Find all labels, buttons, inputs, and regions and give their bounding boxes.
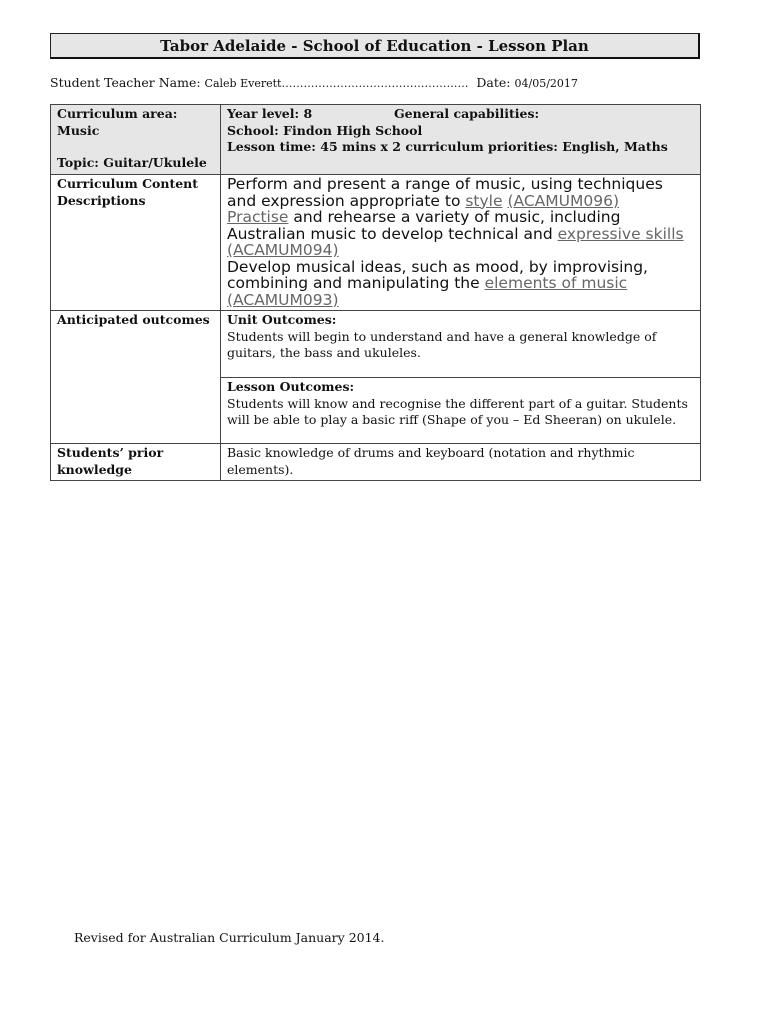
- school: School: Findon High School: [227, 122, 423, 138]
- elements-of-music-link[interactable]: elements of music: [484, 274, 628, 292]
- unit-outcomes-text: Students will begin to understand and have a general knowledge of guitars, the bass and ukuleles.: [227, 328, 657, 360]
- teacher-name-label: Student Teacher Name:: [50, 75, 201, 90]
- teacher-name-dots: ……………………………………………: [281, 77, 469, 90]
- practise-link[interactable]: Practise: [227, 208, 289, 226]
- content-description-2: Practise and rehearse a variety of music, including Australian music to develop technical and expressive skills (ACAMUM094): [227, 208, 684, 259]
- style-link[interactable]: style: [465, 191, 503, 210]
- prior-knowledge-text: Basic knowledge of drums and keyboard (notation and rhythmic elements).: [221, 444, 701, 481]
- date-value: 04/05/2017: [514, 77, 578, 90]
- year-level-cell: [221, 105, 701, 175]
- page-title: Tabor Adelaide - School of Education - Lesson Plan: [50, 33, 700, 59]
- table-row: [51, 105, 701, 175]
- content-description-3: Develop musical ideas, such as mood, by improvising, combining and manipulating the elements of music (ACAMUM093): [227, 257, 648, 309]
- table-row: [51, 175, 701, 311]
- lesson-outcomes: [221, 377, 700, 443]
- content-descriptions-label: Curriculum Content Descriptions: [51, 175, 221, 311]
- lesson-time: Lesson time: 45 mins x 2 curriculum priorities: English, Maths: [227, 139, 668, 154]
- table-row: [51, 311, 701, 444]
- footer-note: Revised for Australian Curriculum January 2014.: [74, 930, 385, 945]
- date-label: Date:: [476, 75, 511, 90]
- acamum096-link[interactable]: (ACAMUM096): [507, 191, 619, 210]
- outcomes-cell: [221, 311, 701, 444]
- acamum094-link[interactable]: (ACAMUM094): [227, 241, 339, 259]
- anticipated-outcomes-label: Anticipated outcomes: [51, 311, 221, 444]
- topic: Topic: Guitar/Ukulele: [57, 155, 207, 170]
- lesson-plan-table: [50, 104, 701, 481]
- curriculum-area-label: Curriculum area:: [57, 106, 178, 121]
- teacher-name-value: Caleb Everett: [204, 77, 282, 90]
- content-descriptions-cell: [221, 175, 701, 311]
- curriculum-area-value: Music: [57, 122, 100, 138]
- teacher-name-line: [50, 75, 578, 90]
- general-capabilities: General capabilities:: [394, 106, 540, 121]
- acamum093-link[interactable]: (ACAMUM093): [227, 290, 339, 309]
- expressive-skills-link[interactable]: expressive skills: [557, 224, 684, 243]
- lesson-outcomes-heading: Lesson Outcomes:: [227, 379, 355, 394]
- table-row: [51, 444, 701, 481]
- curriculum-area-cell: [51, 105, 221, 175]
- year-level: Year level: 8: [227, 106, 313, 121]
- unit-outcomes: [221, 311, 700, 377]
- content-description-1: Perform and present a range of music, using techniques and expression appropriate to style (ACAMUM096): [227, 175, 663, 210]
- unit-outcomes-heading: Unit Outcomes:: [227, 312, 337, 327]
- lesson-outcomes-text: Students will know and recognise the different part of a guitar. Students will be able to play a basic riff (Shape of you – Ed Sheeran) on ukulele.: [227, 395, 688, 427]
- prior-knowledge-label: Students’ prior knowledge: [51, 444, 221, 481]
